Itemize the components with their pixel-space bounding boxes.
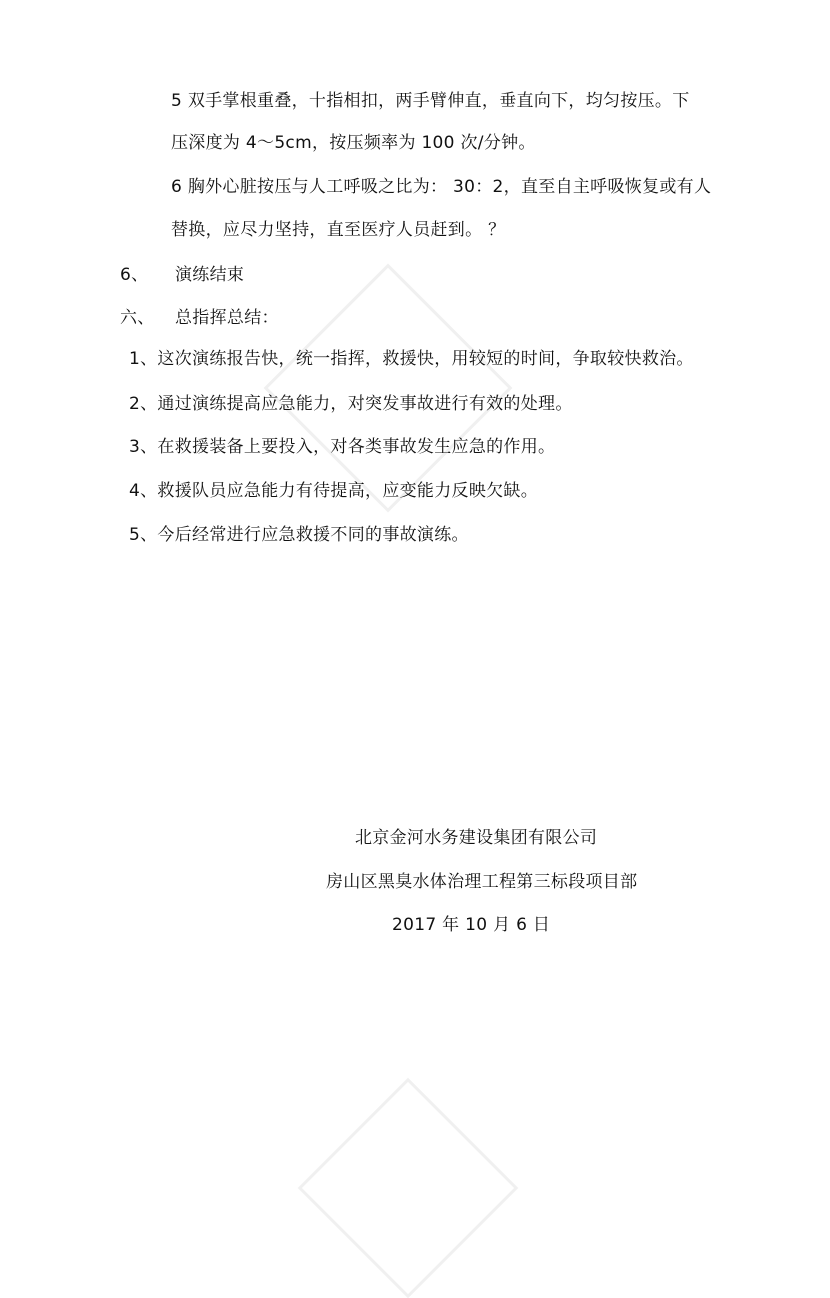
summary-item: 5、今后经常进行应急救援不同的事故演练。 [129, 525, 469, 545]
section-title: 演练结束 [175, 265, 245, 285]
body-line: 6 胸外心脏按压与人工呼吸之比为： 30：2，直至自主呼吸恢复或有人 [171, 177, 712, 197]
watermark-stamp [298, 1078, 519, 1298]
signature-department: 房山区黑臭水体治理工程第三标段项目部 [326, 872, 638, 892]
summary-item: 4、救援队员应急能力有待提高，应变能力反映欠缺。 [129, 481, 539, 501]
summary-item: 3、在救援装备上要投入，对各类事故发生应急的作用。 [129, 437, 556, 457]
watermark-stamp [264, 264, 513, 513]
section-number: 六、 [120, 308, 155, 328]
body-line: 5 双手掌根重叠，十指相扣，两手臂伸直，垂直向下，均匀按压。下 [171, 91, 690, 111]
section-number: 6、 [120, 265, 149, 285]
signature-company: 北京金河水务建设集团有限公司 [355, 828, 598, 848]
body-line: 压深度为 4～5cm，按压频率为 100 次/分钟。 [171, 133, 536, 153]
summary-item: 1、这次演练报告快，统一指挥，救援快，用较短的时间，争取较快救治。 [129, 349, 694, 369]
signature-date: 2017 年 10 月 6 日 [392, 915, 551, 935]
body-line: 替换，应尽力坚持，直至医疗人员赶到。 ？ [171, 220, 506, 240]
section-title: 总指挥总结： [175, 308, 279, 328]
summary-item: 2、通过演练提高应急能力，对突发事故进行有效的处理。 [129, 394, 573, 414]
